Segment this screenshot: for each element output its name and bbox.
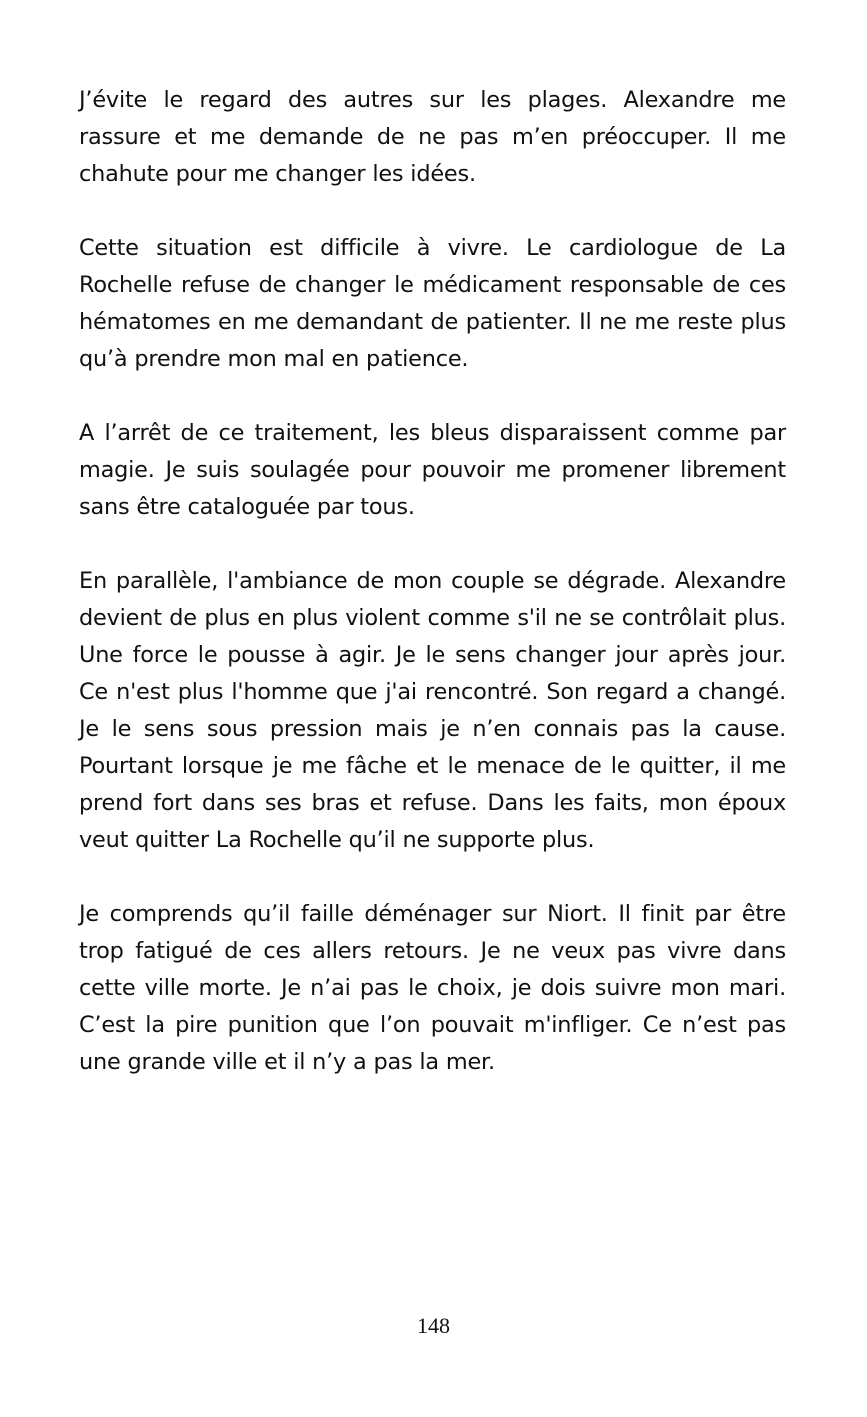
paragraph: En parallèle, l'ambiance de mon couple se dégrade. Alexandre devient de plus en plus violent comme s'il ne se contrôlait plus. Une force le pousse à agir. Je le sens changer jour après jour. Ce n'est plus l'homme que j'ai rencontré. Son regard a changé. Je le sens sous pression mais je n’en connais pas la cause. Pourtant lorsque je me fâche et le menace de le quitter, il me prend fort dans ses bras et refuse. Dans les faits, mon époux veut quitter La Rochelle qu’il ne supporte plus. [79, 568, 786, 853]
paragraph: Je comprends qu’il faille déménager sur Niort. Il finit par être trop fatigué de ces allers retours. Je ne veux pas vivre dans cette ville morte. Je n’ai pas le choix, je dois suivre mon mari. C’est la pire punition que l’on pouvait m'infliger. Ce n’est pas une grande ville et il n’y a pas la mer. [79, 901, 786, 1075]
page-body [79, 82, 786, 1118]
paragraph: Cette situation est difficile à vivre. Le cardiologue de La Rochelle refuse de changer le médicament responsable de ces hématomes en me demandant de patienter. Il ne me reste plus qu’à prendre mon mal en patience. [79, 235, 786, 372]
page-number: 148 [417, 1313, 450, 1338]
paragraph: A l’arrêt de ce traitement, les bleus disparaissent comme par magie. Je suis soulagée pour pouvoir me promener librement sans être cataloguée par tous. [79, 420, 786, 520]
paragraph: J’évite le regard des autres sur les plages. Alexandre me rassure et me demande de ne pas m’en préoccuper. Il me chahute pour me changer les idées. [79, 87, 786, 187]
